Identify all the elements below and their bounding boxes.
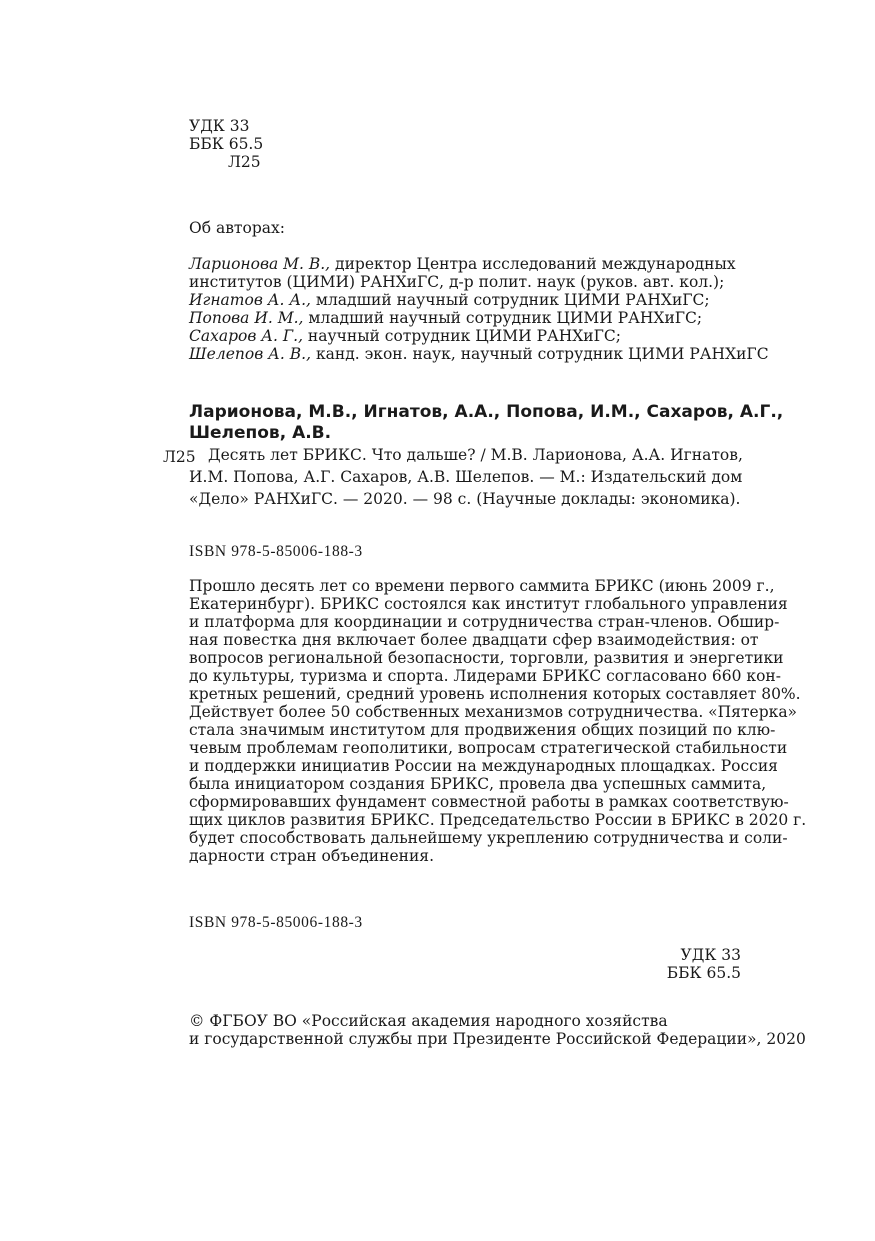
author-entry [189,291,710,309]
abstract-line: Действует более 50 собственных механизмов сотрудничества. «Пятерка» [189,703,798,721]
footer-bbk-code: ББК 65.5 [666,964,741,982]
copyright-line-1: © ФГБОУ ВО «Российская академия народного хозяйства [189,1012,668,1030]
author-name: Игнатов А. А., [189,291,311,309]
abstract-line: будет способствовать дальнейшему укреплению сотрудничества и соли- [189,829,788,847]
author-entry [189,327,621,345]
abstract-line: чевым проблемам геополитики, вопросам стратегической стабильности [189,739,788,757]
bib-description-line: «Дело» РАНХиГС. — 2020. — 98 с. (Научные доклады: экономика). [189,490,741,508]
udk-code: УДК 33 [189,117,250,135]
author-name: Попова И. М., [189,309,304,327]
abstract-line: щих циклов развития БРИКС. Председательство России в БРИКС в 2020 г. [189,811,807,829]
abstract-line: кретных решений, средний уровень исполнения которых составляет 80%. [189,685,801,703]
author-entry-continued [189,273,724,291]
isbn-bottom: ISBN 978-5-85006-188-3 [189,914,363,931]
author-entry [189,345,769,363]
bbk-code: ББК 65.5 [189,135,264,153]
author-name: Шелепов А. В., [189,345,312,363]
abstract-line: ная повестка дня включает более двадцати сфер взаимодействия: от [189,631,759,649]
abstract-line: до культуры, туризма и спорта. Лидерами БРИКС согласовано 660 кон- [189,667,781,685]
abstract-line: и платформа для координации и сотрудничества стран-членов. Обшир- [189,613,780,631]
bib-description-line: Десять лет БРИКС. Что дальше? / М.В. Ларионова, А.А. Игнатов, [208,446,743,464]
abstract-line: вопросов региональной безопасности, торговли, развития и энергетики [189,649,784,667]
isbn-top: ISBN 978-5-85006-188-3 [189,543,363,560]
author-name: Сахаров А. Г., [189,327,303,345]
bib-author-mark: Л25 [163,448,196,466]
abstract-line: была инициатором создания БРИКС, провела два успешных саммита, [189,775,767,793]
abstract-line: Прошло десять лет со времени первого саммита БРИКС (июнь 2009 г., [189,577,775,595]
author-info: младший научный сотрудник ЦИМИ РАНХиГС; [303,309,703,327]
abstract-line: сформировавших фундамент совместной работы в рамках соответствую- [189,793,789,811]
abstract [189,577,807,865]
author-entry [189,255,736,273]
abstract-line: дарности стран объединения. [189,847,435,865]
author-name: Ларионова М. В., [189,255,331,273]
author-info: научный сотрудник ЦИМИ РАНХиГС; [303,327,621,345]
abstract-line: стала значимым институтом для продвижения общих позиций по клю- [189,721,776,739]
bib-description-line: И.М. Попова, А.Г. Сахаров, А.В. Шелепов. — М.: Издательский дом [189,468,743,486]
abstract-line: и поддержки инициатив России на международных площадках. Россия [189,757,778,775]
copyright-line-2: и государственной службы при Президенте Российской Федерации», 2020 [189,1030,806,1048]
author-mark: Л25 [228,153,261,171]
author-info: институтов (ЦИМИ) РАНХиГС, д-р полит. наук (руков. авт. кол.); [189,273,725,291]
author-info: младший научный сотрудник ЦИМИ РАНХиГС; [310,291,710,309]
about-authors-heading: Об авторах: [189,219,285,237]
bib-authors-line-1: Ларионова, М.В., Игнатов, А.А., Попова, И.М., Сахаров, А.Г., [189,402,784,422]
bib-authors-line-2: Шелепов, А.В. [189,423,332,443]
abstract-line: Екатеринбург). БРИКС состоялся как институт глобального управления [189,595,788,613]
footer-udk-code: УДК 33 [680,946,741,964]
author-entry [189,309,702,327]
author-info: директор Центра исследований международных [330,255,736,273]
author-info: канд. экон. наук, научный сотрудник ЦИМИ РАНХиГС [311,345,769,363]
